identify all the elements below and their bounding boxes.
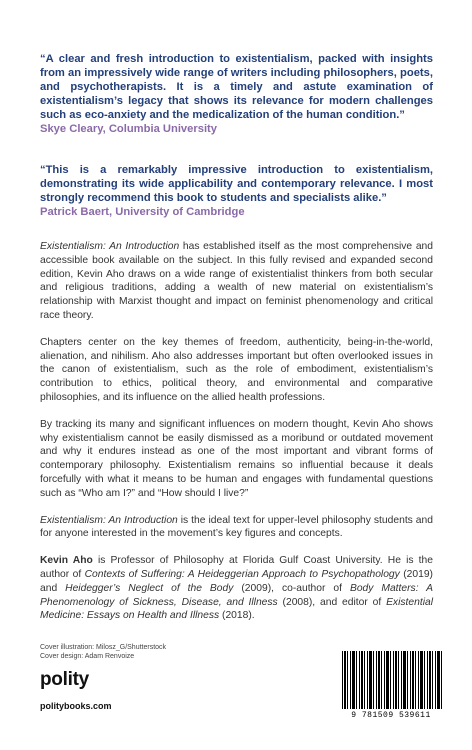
- description-paragraph-2: Chapters center on the key themes of freedom, authenticity, being-in-the-world, alienation, and nihilism. Aho also addresses important but often overlooked issues in the canon of existentialism, such as the role of embodiment, existentialism’s contribution to ethics, political theory, and environmental and comparative philosophies, and its influence on the allied health professions.: [40, 336, 433, 403]
- bio-text: (2009), co-author of: [233, 582, 350, 594]
- publisher-logo: polity: [40, 669, 89, 690]
- description-paragraph-3: By tracking its many and significant influences on modern thought, Kevin Aho shows why existentialism cannot be easily dismissed as a moribund or outdated movement and why it endures instead as one of the most important and vibrant forms of contemporary philosophy. Existentialism remains so influential because it deals forcefully with what it means to be human and engages with fundamental questions such as “Who am I?” and “How should I live?”: [40, 418, 433, 499]
- endorsement-quote-2: [40, 163, 433, 219]
- design-credit: Cover design: Adam Renvoize: [40, 653, 135, 660]
- barcode-number: 9 781509 539611: [351, 711, 431, 720]
- quote-attribution: Patrick Baert, University of Cambridge: [40, 206, 245, 218]
- cover-credits: [40, 643, 166, 661]
- quote-text: “A clear and fresh introduction to existentialism, packed with insights from an impressively wide range of writers including philosophers, poets, and psychotherapists. It is a timely and astute examination of existentialism’s legacy that shows its relevance for modern challenges such as eco-anxiety and the medicalization of the human condition.”: [40, 53, 433, 121]
- bio-text: (2008), and editor of: [277, 596, 387, 608]
- book-title: Existential Medicine: Essays on Health and Illness: [40, 596, 433, 622]
- bio-text: (2019) and: [40, 568, 433, 594]
- barcode-bars: [342, 651, 442, 709]
- book-title: Contexts of Suffering: A Heideggerian Approach to Psychopathology: [84, 568, 400, 580]
- author-bio: [40, 554, 433, 623]
- book-title: Heidegger’s Neglect of the Body: [65, 582, 234, 594]
- bio-text: (2018).: [219, 610, 255, 622]
- book-title: Existentialism: An Introduction: [40, 241, 180, 252]
- book-title: Existentialism: An Introduction: [40, 514, 178, 526]
- quote-text: “This is a remarkably impressive introduction to existentialism, demonstrating its wide applicability and contemporary relevance. I most strongly recommend this book to students and specialists alike.”: [40, 164, 433, 204]
- quote-attribution: Skye Cleary, Columbia University: [40, 123, 217, 135]
- book-description: [40, 240, 433, 636]
- book-title: Body Matters: A Phenomenology of Sickness, Disease, and Illness: [40, 582, 434, 608]
- author-name: Kevin Aho: [40, 555, 93, 567]
- isbn-barcode: [336, 651, 446, 725]
- paragraph-text: is the ideal text for upper-level philosophy students and for anyone interested in the movement’s key figures and concepts.: [40, 514, 433, 540]
- paragraph-text: has established itself as the most comprehensive and accessible book available on the subject. In this fully revised and expanded second edition, Kevin Aho draws on a wide range of existentialist thinkers from both secular and religious traditions, adding a wealth of new material on existentialism’s relationship with Marxist thought and impact on feminist phenomenology and critical race theory.: [40, 241, 433, 321]
- illustration-credit: Cover illustration: Milosz_G/Shutterstock: [40, 644, 167, 651]
- publisher-url: politybooks.com: [40, 701, 112, 711]
- endorsement-quote-1: [40, 52, 433, 136]
- description-paragraph-4: [40, 514, 433, 542]
- bio-text: is Professor of Philosophy at Florida Gulf Coast University. He is the author of: [40, 555, 433, 580]
- description-paragraph-1: [40, 240, 433, 323]
